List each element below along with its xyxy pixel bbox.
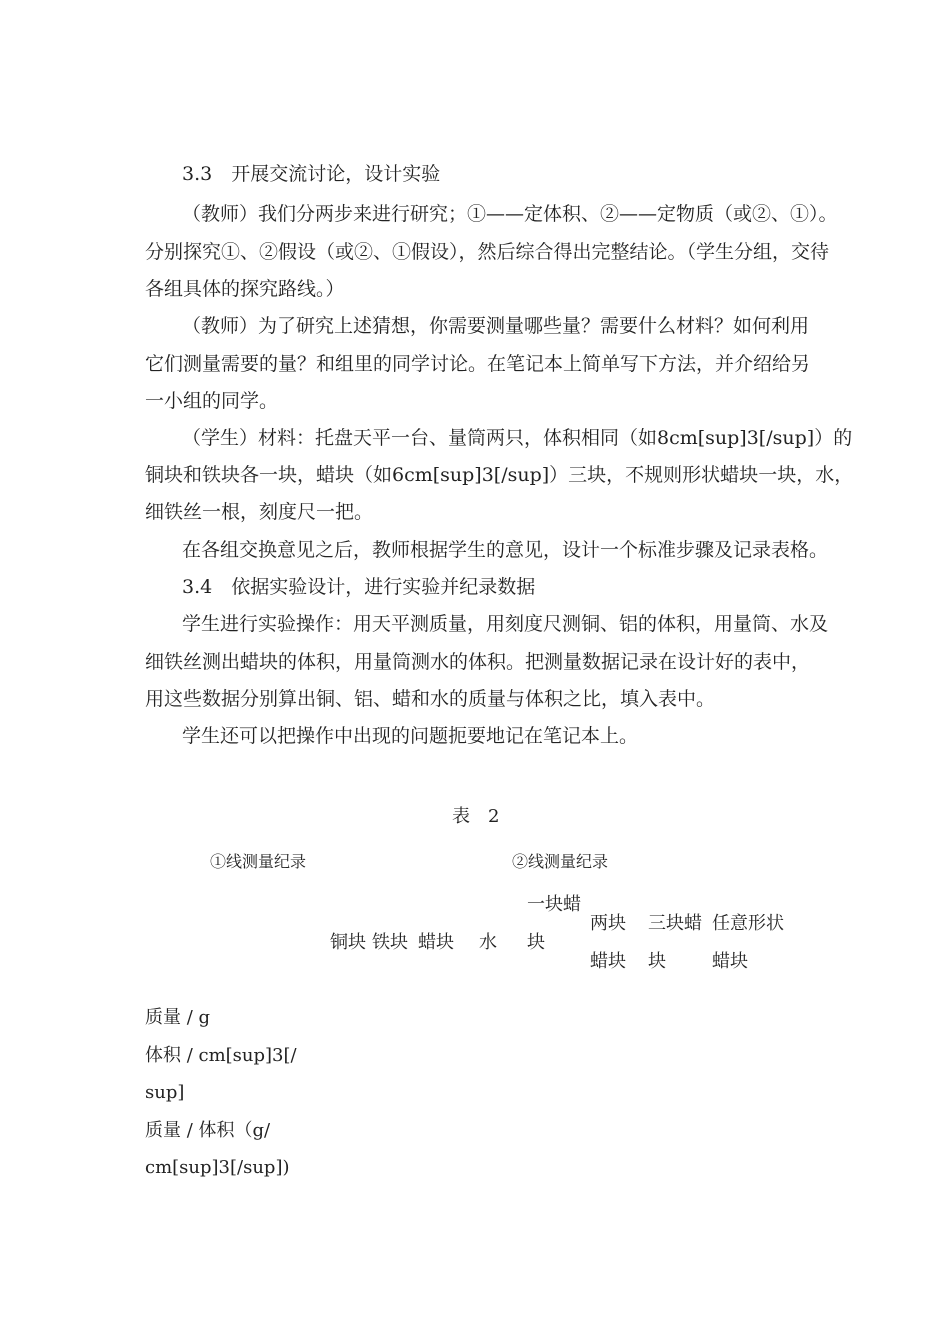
paragraph-line: 它们测量需要的量？和组里的同学讨论。在笔记本上简单写下方法，并介绍给另	[145, 353, 811, 375]
table-col-header-one-wax: 块	[527, 932, 545, 953]
table-row-header-mass: 质量 / g	[145, 1007, 211, 1028]
paragraph-line: （学生）材料：托盘天平一台、量筒两只，体积相同（如8cm[sup]3[/sup]）的	[182, 427, 853, 449]
table-col-header-iron: 铁块	[372, 932, 408, 953]
paragraph-line: （教师）为了研究上述猜想，你需要测量哪些量？需要什么材料？如何利用	[182, 315, 810, 337]
table-col-header-any-wax: 蜡块	[712, 951, 748, 972]
table-col-header-copper: 铜块	[330, 932, 366, 953]
table-col-header-three-wax: 块	[648, 951, 666, 972]
paragraph-line: 学生进行实验操作：用天平测质量，用刻度尺测铜、铝的体积，用量筒、水及	[182, 613, 829, 635]
section-3-4-heading: 3.4 依据实验设计，进行实验并纪录数据	[182, 576, 536, 598]
table-group-header-1: ①线测量纪录	[210, 852, 307, 871]
table-col-header-wax: 蜡块	[418, 932, 454, 953]
table-col-header-one-wax: 一块蜡	[527, 894, 581, 915]
paragraph-line: 分别探究①、②假设（或②、①假设），然后综合得出完整结论。（学生分组，交待	[145, 241, 830, 263]
table-col-header-two-wax: 两块	[590, 913, 626, 934]
table-col-header-water: 水	[479, 932, 497, 953]
table-row-header-volume: sup]	[145, 1082, 185, 1103]
table-row-header-volume: 体积 / cm[sup]3[/	[145, 1045, 297, 1066]
table-caption: 表 2	[452, 806, 500, 827]
paragraph-line: 用这些数据分别算出铜、铝、蜡和水的质量与体积之比，填入表中。	[145, 688, 716, 710]
paragraph-line: 学生还可以把操作中出现的问题扼要地记在笔记本上。	[182, 725, 639, 747]
table-col-header-two-wax: 蜡块	[590, 951, 626, 972]
paragraph-line: 在各组交换意见之后，教师根据学生的意见，设计一个标准步骤及记录表格。	[182, 539, 829, 561]
table-group-header-2: ②线测量纪录	[512, 852, 609, 871]
paragraph-line: 一小组的同学。	[145, 390, 279, 412]
table-row-header-ratio: cm[sup]3[/sup])	[145, 1157, 290, 1178]
table-col-header-three-wax: 三块蜡	[648, 913, 702, 934]
table-row-header-ratio: 质量 / 体积（g/	[145, 1120, 271, 1141]
paragraph-line: 细铁丝测出蜡块的体积，用量筒测水的体积。把测量数据记录在设计好的表中，	[145, 651, 811, 673]
paragraph-line: （教师）我们分两步来进行研究；①——定体积、②——定物质（或②、①）。	[182, 203, 838, 225]
paragraph-line: 细铁丝一根，刻度尺一把。	[145, 501, 374, 523]
table-col-header-any-wax: 任意形状	[712, 913, 784, 934]
paragraph-line: 铜块和铁块各一块，蜡块（如6cm[sup]3[/sup]）三块，不规则形状蜡块一块，水，	[145, 464, 854, 486]
section-3-3-heading: 3.3 开展交流讨论，设计实验	[182, 163, 441, 185]
paragraph-line: 各组具体的探究路线。）	[145, 278, 345, 300]
